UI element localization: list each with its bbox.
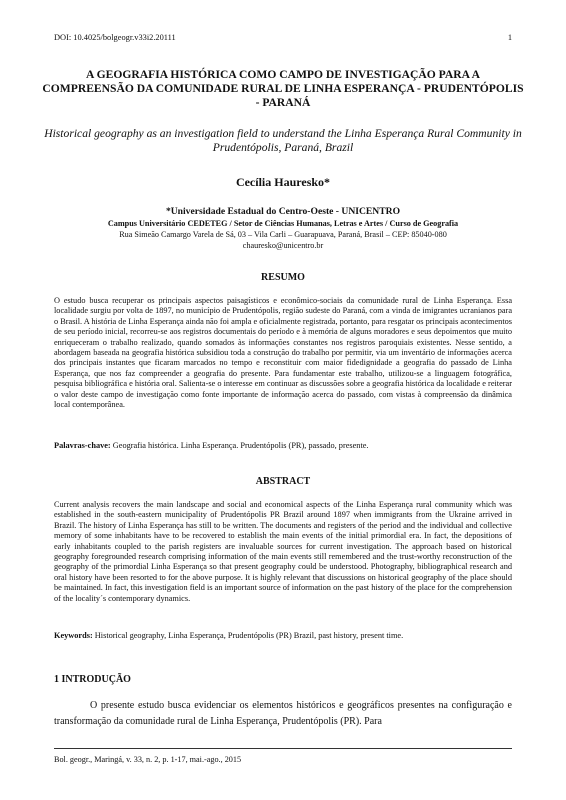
introduction-text: O presente estudo busca evidenciar os elementos históricos e geográficos presentes na configuração e transformação da comunidade rural de Linha Esperança, Prudentópolis (PR). Para	[54, 700, 512, 727]
page-number: 1	[507, 33, 512, 42]
institution: *Universidade Estadual do Centro-Oeste - UNICENTRO	[165, 206, 401, 217]
author-email[interactable]: chauresko@unicentro.br	[242, 241, 324, 250]
keywords-label: Keywords:	[54, 631, 93, 640]
palavras-chave-label: Palavras-chave:	[54, 441, 111, 450]
abstract-heading: ABSTRACT	[255, 476, 311, 487]
article-title-english: Historical geography as an investigation field to understand the Linha Esperança Rural Community in Prudentópolis, Paraná, Brazil	[44, 127, 522, 154]
resumo-text: O estudo busca recuperar os principais aspectos paisagísticos e econômico-sociais da comunidade rural de Linha Esperança. Essa localidade surgiu por volta de 1897, no município de Prudentópolis, região sudeste do Paraná, com a vinda de imigrantes ucranianos para o Brasil. A história de Linha Esperança ainda não foi ampla e oficialmente registrada, portanto, para resgatar os principais acontecimentos de seu período inicial, recorreu-se aos registros documentais do período e à memória de alguns moradores e seus depoimentos que muito enriqueceram o trabalho realizado, quando somados às informações constantes nos registros paroquiais existentes. Nesse sentido, a abordagem baseada na geografia histórica subsidiou toda a construção do trabalho por permitir, via um inventário de informações acerca dos principais instantes que ficaram marcados no tempo e reconstituir com maior fidedignidade a geografia do passado de Linha Esperança, que nos faz compreender a geografia do presente. Para fundamentar este trabalho, utilizou-se a linguagem fotográfica, pesquisa bibliográfica e história oral. Salienta-se o interesse em continuar as discussões sobre a geografia histórica da localidade e reiterar o valor deste campo de investigação como fonte importante de informação acerca do passado, com vistas à compreensão da dinâmica local contemporânea.	[54, 296, 513, 410]
author-affiliation	[0, 206, 566, 251]
keywords	[54, 631, 512, 640]
footer-divider	[54, 748, 512, 749]
palavras-chave	[54, 441, 512, 450]
keywords-text: Historical geography, Linha Esperança, Prudentópolis (PR) Brazil, past history, present time.	[94, 631, 404, 640]
address-line: Rua Simeão Camargo Varela de Sá, 03 – Vila Carli – Guarapuava, Paraná, Brasil – CEP: 85040-080	[119, 230, 447, 239]
introduction-heading: 1 INTRODUÇÃO	[54, 674, 131, 685]
article-title: A GEOGRAFIA HISTÓRICA COMO CAMPO DE INVESTIGAÇÃO PARA A COMPREENSÃO DA COMUNIDADE RURAL DE LINHA ESPERANÇA - PRUDENTÓPOLIS - PARANÁ	[42, 68, 524, 109]
doi-text[interactable]: DOI: 10.4025/bolgeogr.v33i2.20111	[54, 33, 176, 42]
resumo-heading: RESUMO	[261, 272, 305, 283]
palavras-chave-text: Geografia histórica. Linha Esperança. Prudentópolis (PR), passado, presente.	[112, 441, 369, 450]
campus-line: Campus Universitário CEDETEG / Setor de Ciências Humanas, Letras e Artes / Curso de Geografia	[107, 219, 459, 228]
abstract-text: Current analysis recovers the main landscape and social and economical aspects of the Linha Esperança rural community which was established in the south-eastern municipality of Prudentópolis PR Brazil around 1897 when immigrants from the Ukraine arrived in Brazil. The history of Linha Esperança has still to be written. The documents and registers of the period and the individual and collective memory of some inhabitants have to be recovered to establish the main events of the initial primordial era. In fact, the depositions of early inhabitants coupled to the parish registers are invaluable sources for current investigation. The approach based on historical geography foregrounded research comprising information of the main events still remembered and the trust-worthy reconstruction of the geography of the primordial Linha Esperança so that present geography could be understood. Photography, bibliographical research and oral history have been resorted to for the above purpose. It is highly relevant that discussions on historical geography of the place should be maintained. In fact, this investigation field is an important source of information on the past history of the place for the comprehension of the locality´s contemporary dynamics.	[54, 500, 512, 603]
author-name: Cecília Hauresko*	[235, 175, 331, 189]
footer-citation: Bol. geogr., Maringá, v. 33, n. 2, p. 1-17, mai.-ago., 2015	[54, 755, 242, 764]
running-header	[54, 33, 512, 42]
